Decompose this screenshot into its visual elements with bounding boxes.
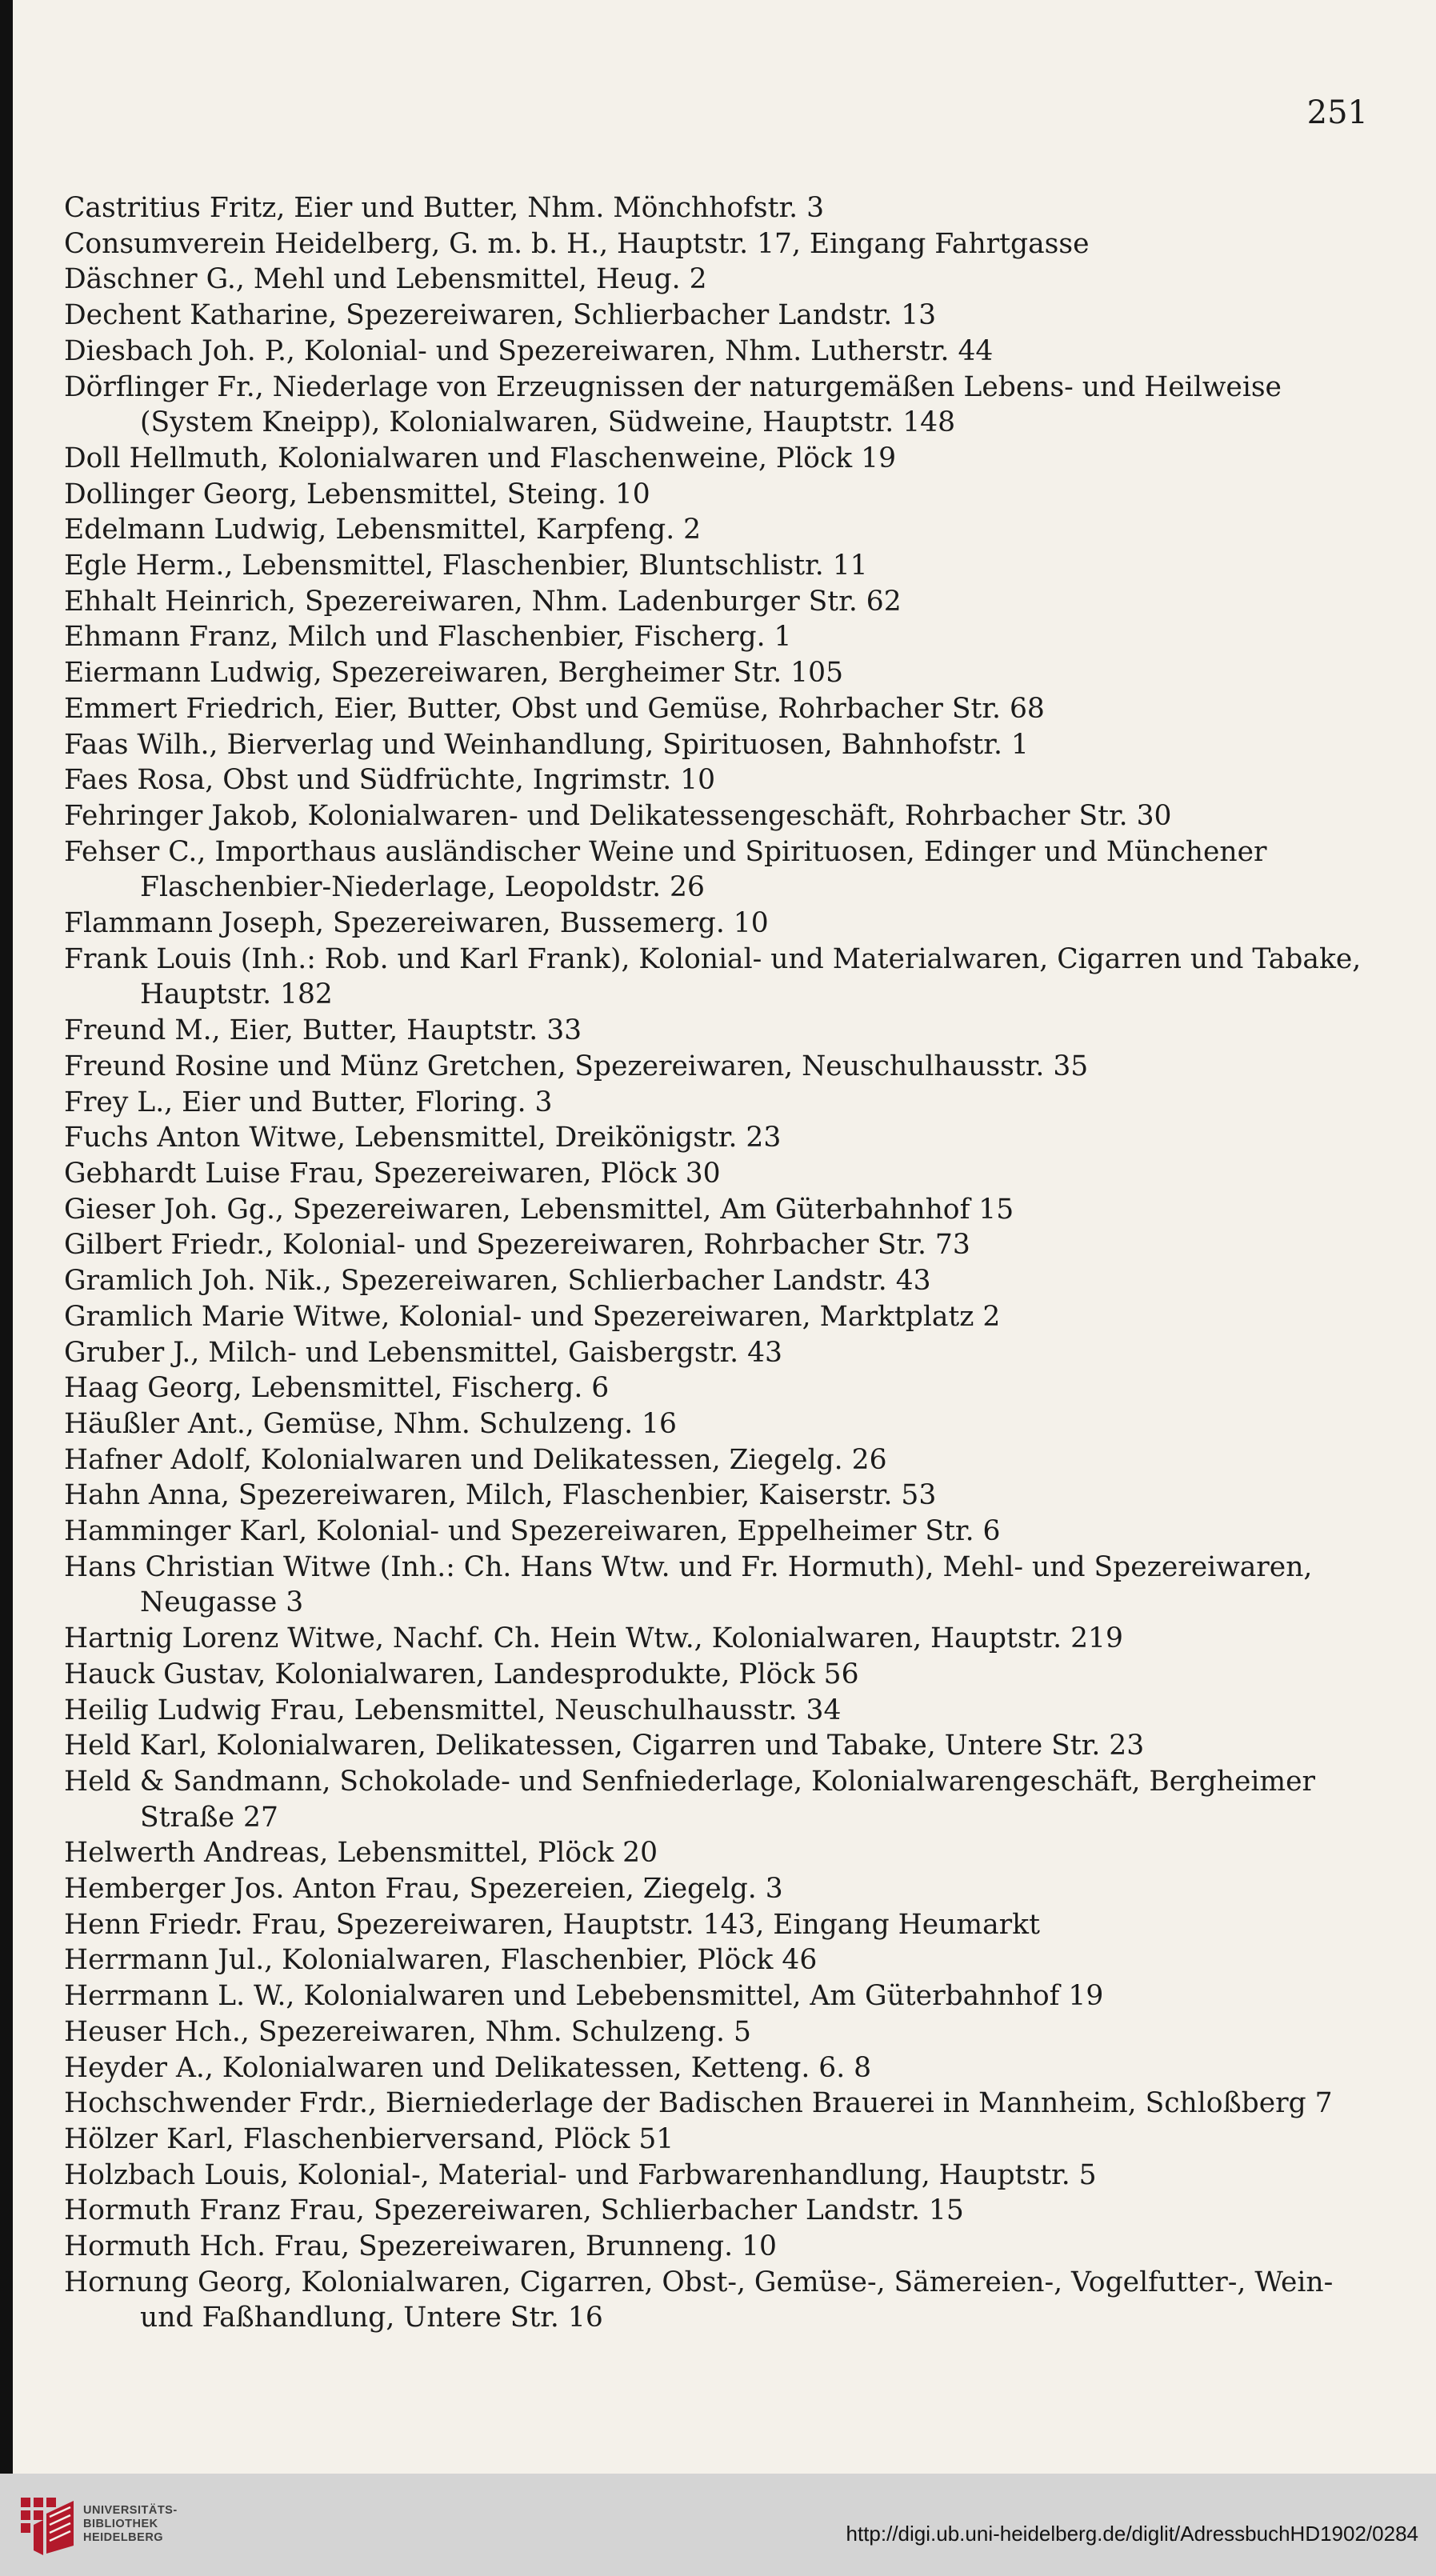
directory-entry: Fehser C., Importhaus ausländischer Weine und Spirituosen, Edinger und Münchener Flaschenbier-Niederlage, Leopoldstr. 26 <box>64 835 1267 904</box>
library-name-line: UNIVERSITÄTS- <box>83 2504 178 2517</box>
directory-entry: Häußler Ant., Gemüse, Nhm. Schulzeng. 16 <box>64 1407 677 1440</box>
directory-entry: Held & Sandmann, Schokolade- und Senfniederlage, Kolonialwarengeschäft, Bergheimer Straße 27 <box>64 1765 1316 1834</box>
directory-entry: Freund M., Eier, Butter, Hauptstr. 33 <box>64 1014 582 1047</box>
directory-entry: Flammann Joseph, Spezereiwaren, Bussemerg. 10 <box>64 907 769 940</box>
directory-entry: Ehmann Franz, Milch und Flaschenbier, Fischerg. 1 <box>64 621 792 654</box>
page-binding-edge <box>0 0 13 2474</box>
directory-entry: Dollinger Georg, Lebensmittel, Steing. 10 <box>64 478 650 510</box>
library-name <box>83 2504 178 2545</box>
directory-entry: Edelmann Ludwig, Lebensmittel, Karpfeng. 2 <box>64 514 702 546</box>
directory-entry: Hormuth Franz Frau, Spezereiwaren, Schlierbacher Landstr. 15 <box>64 2194 964 2227</box>
directory-entry: Gebhardt Luise Frau, Spezereiwaren, Plöck 30 <box>64 1157 721 1190</box>
directory-entry: Faas Wilh., Bierverlag und Weinhandlung, Spirituosen, Bahnhofstr. 1 <box>64 728 1029 761</box>
library-name-line: HEIDELBERG <box>83 2531 164 2544</box>
directory-entry: Herrmann L. W., Kolonialwaren und Lebebensmittel, Am Güterbahnhof 19 <box>64 1980 1104 2013</box>
directory-entry: Fehringer Jakob, Kolonialwaren- und Delikatessengeschäft, Rohrbacher Str. 30 <box>64 799 1172 832</box>
directory-entry: Herrmann Jul., Kolonialwaren, Flaschenbier, Plöck 46 <box>64 1944 818 1977</box>
directory-entry: Hartnig Lorenz Witwe, Nachf. Ch. Hein Wtw., Kolonialwaren, Hauptstr. 219 <box>64 1622 1123 1655</box>
directory-entry: Doll Hellmuth, Kolonialwaren und Flaschenweine, Plöck 19 <box>64 442 897 474</box>
directory-entry: Gilbert Friedr., Kolonial- und Spezereiwaren, Rohrbacher Str. 73 <box>64 1229 970 1262</box>
directory-entry: Emmert Friedrich, Eier, Butter, Obst und Gemüse, Rohrbacher Str. 68 <box>64 692 1045 725</box>
directory-entry: Frey L., Eier und Butter, Floring. 3 <box>64 1086 553 1118</box>
directory-entry: Holzbach Louis, Kolonial-, Material- und Farbwarenhandlung, Hauptstr. 5 <box>64 2158 1097 2191</box>
directory-entry: Consumverein Heidelberg, G. m. b. H., Hauptstr. 17, Eingang Fahrtgasse <box>64 227 1090 260</box>
directory-entry: Hafner Adolf, Kolonialwaren und Delikatessen, Ziegelg. 26 <box>64 1443 887 1476</box>
directory-entry: Hornung Georg, Kolonialwaren, Cigarren, Obst-, Gemüse-, Sämereien-, Vogelfutter-, Wein- und Faßhandlung, Untere Str. 16 <box>64 2266 1334 2334</box>
directory-entry: Heuser Hch., Spezereiwaren, Nhm. Schulzeng. 5 <box>64 2015 751 2048</box>
directory-entry: Dechent Katharine, Spezereiwaren, Schlierbacher Landstr. 13 <box>64 299 937 332</box>
directory-entry: Faes Rosa, Obst und Südfrüchte, Ingrimstr. 10 <box>64 764 716 797</box>
page-number: 251 <box>1306 94 1368 131</box>
directory-entry: Fuchs Anton Witwe, Lebensmittel, Dreikönigstr. 23 <box>64 1122 782 1154</box>
directory-entry: Held Karl, Kolonialwaren, Delikatessen, Cigarren und Tabake, Untere Str. 23 <box>64 1730 1145 1762</box>
directory-entry: Castritius Fritz, Eier und Butter, Nhm. Mönchhofstr. 3 <box>64 192 825 224</box>
directory-entry: Gramlich Joh. Nik., Spezereiwaren, Schlierbacher Landstr. 43 <box>64 1265 931 1298</box>
directory-entry: Heilig Ludwig Frau, Lebensmittel, Neuschulhausstr. 34 <box>64 1694 842 1726</box>
directory-entry: Hormuth Hch. Frau, Spezereiwaren, Brunneng. 10 <box>64 2230 777 2263</box>
directory-entry: Freund Rosine und Münz Gretchen, Spezereiwaren, Neuschulhausstr. 35 <box>64 1050 1089 1082</box>
directory-entry: Gramlich Marie Witwe, Kolonial- und Spezereiwaren, Marktplatz 2 <box>64 1300 1001 1333</box>
directory-entry: Eiermann Ludwig, Spezereiwaren, Bergheimer Str. 105 <box>64 657 844 690</box>
directory-entry: Heyder A., Kolonialwaren und Delikatessen, Ketteng. 6. 8 <box>64 2051 872 2084</box>
directory-entry: Helwerth Andreas, Lebensmittel, Plöck 20 <box>64 1837 658 1870</box>
directory-entry: Hemberger Jos. Anton Frau, Spezereien, Ziegelg. 3 <box>64 1873 783 1906</box>
directory-entry: Hans Christian Witwe (Inh.: Ch. Hans Wtw. und Fr. Hormuth), Mehl- und Spezereiwaren, Neugasse 3 <box>64 1550 1313 1619</box>
directory-entry: Hahn Anna, Spezereiwaren, Milch, Flaschenbier, Kaiserstr. 53 <box>64 1479 937 1512</box>
directory-entry: Frank Louis (Inh.: Rob. und Karl Frank), Kolonial- und Materialwaren, Cigarren und Tabake, Hauptstr. 182 <box>64 942 1362 1011</box>
directory-entry: Hauck Gustav, Kolonialwaren, Landesprodukte, Plöck 56 <box>64 1658 859 1690</box>
directory-entry: Hochschwender Frdr., Bierniederlage der Badischen Brauerei in Mannheim, Schloßberg 7 <box>64 2087 1333 2120</box>
university-library-logo-icon <box>16 2493 78 2558</box>
directory-entry: Haag Georg, Lebensmittel, Fischerg. 6 <box>64 1372 610 1405</box>
directory-entry: Henn Friedr. Frau, Spezereiwaren, Hauptstr. 143, Eingang Heumarkt <box>64 1908 1040 1941</box>
library-name-line: BIBLIOTHEK <box>83 2518 158 2530</box>
directory-entry: Ehhalt Heinrich, Spezereiwaren, Nhm. Ladenburger Str. 62 <box>64 585 902 618</box>
directory-entry: Gieser Joh. Gg., Spezereiwaren, Lebensmittel, Am Güterbahnhof 15 <box>64 1193 1014 1226</box>
footer-bar <box>0 2474 1436 2576</box>
directory-entry: Egle Herm., Lebensmittel, Flaschenbier, Bluntschlistr. 11 <box>64 550 868 582</box>
directory-entry-list <box>64 190 1384 2336</box>
directory-entry: Hölzer Karl, Flaschenbierversand, Plöck 51 <box>64 2122 674 2155</box>
directory-entry: Dörflinger Fr., Niederlage von Erzeugnissen der naturgemäßen Lebens- und Heilweise (System Kneipp), Kolonialwaren, Südweine, Hauptstr. 148 <box>64 370 1282 439</box>
directory-entry: Däschner G., Mehl und Lebensmittel, Heug. 2 <box>64 263 707 296</box>
source-url-link[interactable]: http://digi.ub.uni-heidelberg.de/diglit/AdressbuchHD1902/0284 <box>846 2522 1418 2546</box>
directory-entry: Hamminger Karl, Kolonial- und Spezereiwaren, Eppelheimer Str. 6 <box>64 1515 1001 1548</box>
directory-entry: Diesbach Joh. P., Kolonial- und Spezereiwaren, Nhm. Lutherstr. 44 <box>64 334 994 367</box>
directory-entry: Gruber J., Milch- und Lebensmittel, Gaisbergstr. 43 <box>64 1336 782 1369</box>
